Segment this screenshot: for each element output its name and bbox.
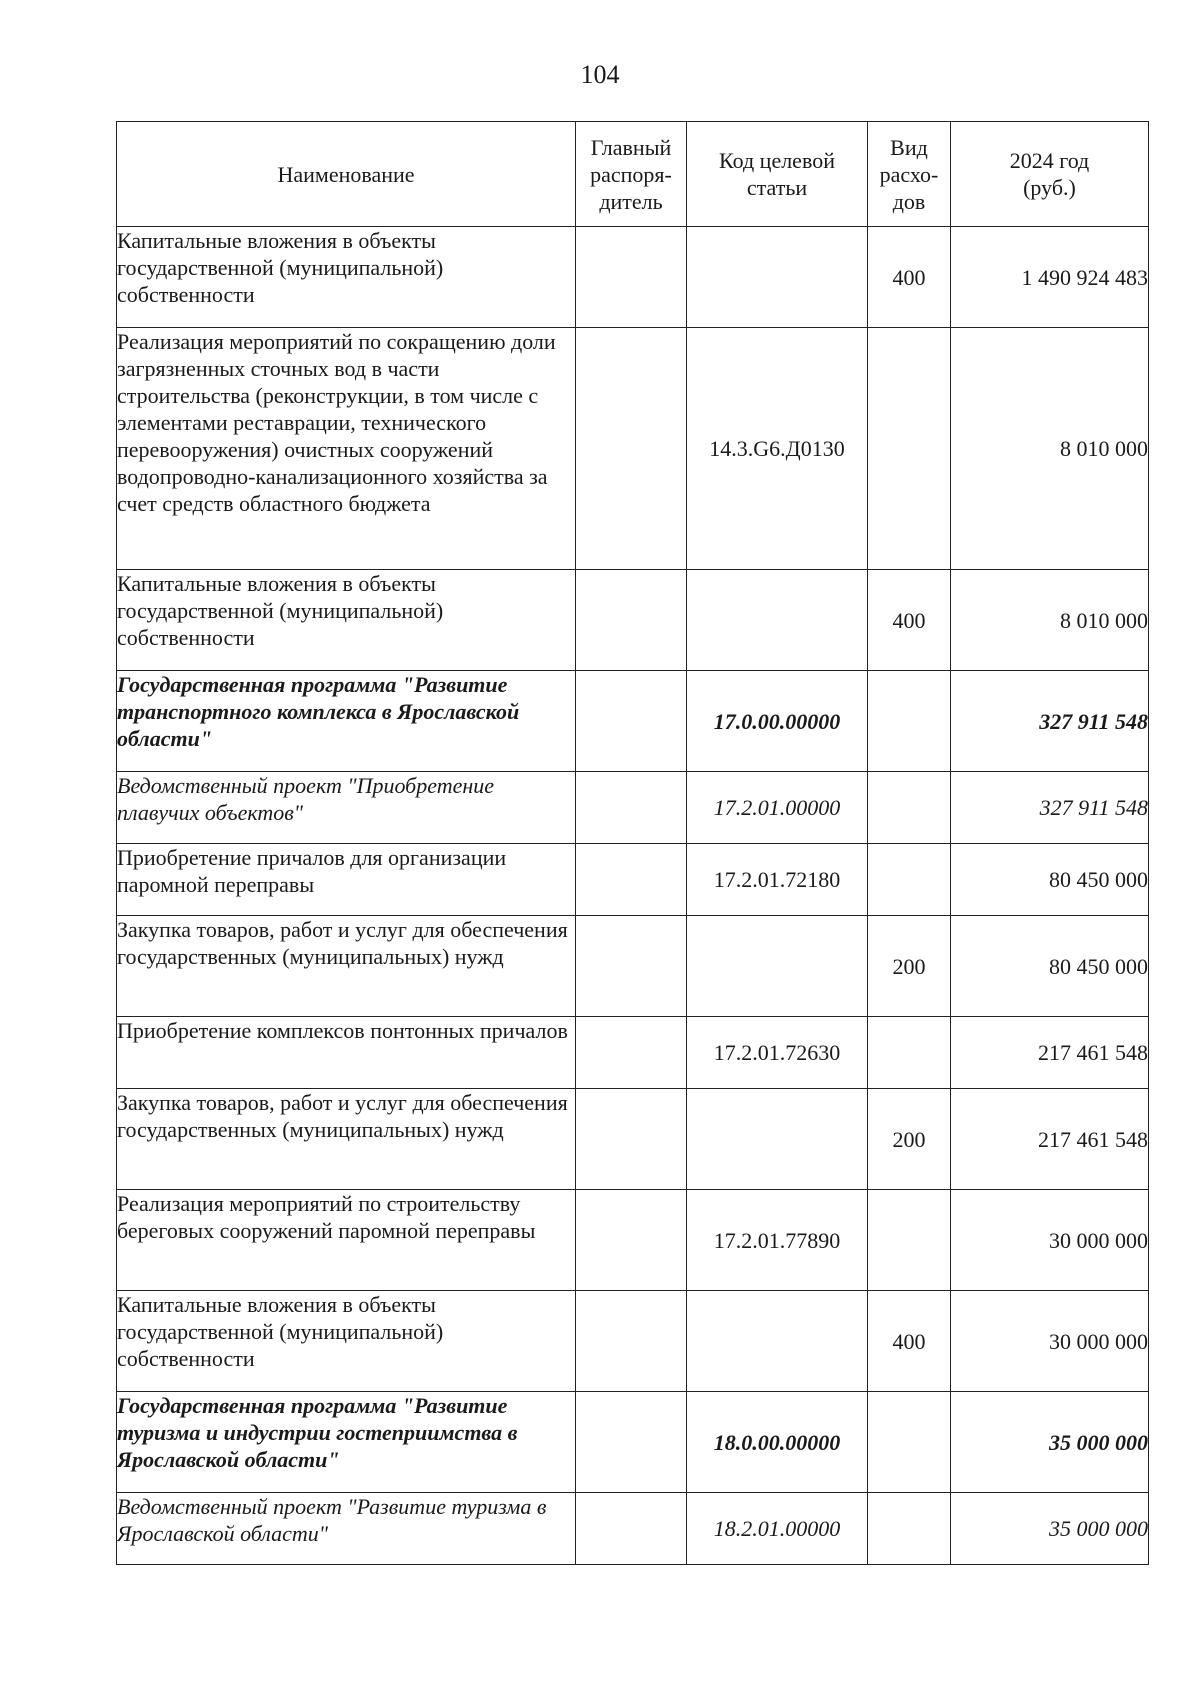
cell-grbs	[576, 916, 687, 1017]
table-row	[117, 1291, 1149, 1392]
cell-name: Приобретение комплексов понтонных причалов	[117, 1017, 576, 1089]
cell-amount: 1 490 924 483	[951, 227, 1149, 328]
cell-name: Государственная программа "Развитие транспортного комплекса в Ярославской области"	[117, 671, 576, 772]
cell-code: 14.3.G6.Д0130	[687, 328, 868, 570]
cell-code: 18.0.00.00000	[687, 1392, 868, 1493]
cell-grbs	[576, 227, 687, 328]
cell-amount: 8 010 000	[951, 328, 1149, 570]
cell-amount: 30 000 000	[951, 1190, 1149, 1291]
cell-grbs	[576, 570, 687, 671]
cell-amount: 217 461 548	[951, 1017, 1149, 1089]
cell-name: Капитальные вложения в объекты государственной (муниципальной) собственности	[117, 1291, 576, 1392]
cell-amount: 30 000 000	[951, 1291, 1149, 1392]
cell-grbs	[576, 844, 687, 916]
cell-name: Капитальные вложения в объекты государственной (муниципальной) собственности	[117, 570, 576, 671]
cell-kind	[868, 772, 951, 844]
table-row	[117, 916, 1149, 1017]
cell-grbs	[576, 1089, 687, 1190]
cell-amount: 327 911 548	[951, 772, 1149, 844]
budget-table	[116, 121, 1149, 1565]
cell-grbs	[576, 1017, 687, 1089]
cell-kind	[868, 1017, 951, 1089]
table-row	[117, 570, 1149, 671]
cell-kind: 200	[868, 916, 951, 1017]
cell-grbs	[576, 772, 687, 844]
cell-code	[687, 916, 868, 1017]
table-row	[117, 772, 1149, 844]
table-row	[117, 1392, 1149, 1493]
cell-kind: 400	[868, 227, 951, 328]
table-header-row	[117, 122, 1149, 227]
table-row	[117, 671, 1149, 772]
cell-kind: 200	[868, 1089, 951, 1190]
cell-code	[687, 1291, 868, 1392]
cell-grbs	[576, 328, 687, 570]
cell-kind	[868, 1190, 951, 1291]
cell-name: Капитальные вложения в объекты государственной (муниципальной) собственности	[117, 227, 576, 328]
cell-name: Закупка товаров, работ и услуг для обеспечения государственных (муниципальных) нужд	[117, 916, 576, 1017]
cell-grbs	[576, 1291, 687, 1392]
cell-kind: 400	[868, 1291, 951, 1392]
cell-name: Ведомственный проект "Приобретение плавучих объектов"	[117, 772, 576, 844]
table-row	[117, 328, 1149, 570]
table-row	[117, 844, 1149, 916]
cell-amount: 8 010 000	[951, 570, 1149, 671]
cell-amount: 327 911 548	[951, 671, 1149, 772]
table-row	[117, 227, 1149, 328]
cell-code: 17.2.01.72630	[687, 1017, 868, 1089]
cell-amount: 217 461 548	[951, 1089, 1149, 1190]
cell-amount: 35 000 000	[951, 1392, 1149, 1493]
cell-code: 17.2.01.72180	[687, 844, 868, 916]
header-kind: Вид расхо-дов	[868, 122, 951, 227]
header-name: Наименование	[117, 122, 576, 227]
table-row	[117, 1190, 1149, 1291]
cell-amount: 80 450 000	[951, 916, 1149, 1017]
cell-kind: 400	[868, 570, 951, 671]
cell-grbs	[576, 671, 687, 772]
cell-kind	[868, 844, 951, 916]
table-body	[117, 227, 1149, 1565]
header-code: Код целевой статьи	[687, 122, 868, 227]
cell-name: Реализация мероприятий по строительству береговых сооружений паромной переправы	[117, 1190, 576, 1291]
header-grbs: Главный распоря-дитель	[576, 122, 687, 227]
header-amount: 2024 год (руб.)	[951, 122, 1149, 227]
cell-name: Государственная программа "Развитие туризма и индустрии гостеприимства в Ярославской области"	[117, 1392, 576, 1493]
cell-amount: 35 000 000	[951, 1493, 1149, 1565]
cell-kind	[868, 1493, 951, 1565]
cell-grbs	[576, 1190, 687, 1291]
cell-name: Ведомственный проект "Развитие туризма в Ярославской области"	[117, 1493, 576, 1565]
cell-code: 17.0.00.00000	[687, 671, 868, 772]
cell-name: Реализация мероприятий по сокращению доли загрязненных сточных вод в части строительства (реконструкции, в том числе с элементами реставрации, технического перевооружения) очистных сооружений водопроводно-канализационного хозяйства за счет средств областного бюджета	[117, 328, 576, 570]
table-row	[117, 1017, 1149, 1089]
cell-name: Закупка товаров, работ и услуг для обеспечения государственных (муниципальных) нужд	[117, 1089, 576, 1190]
cell-code: 17.2.01.77890	[687, 1190, 868, 1291]
cell-amount: 80 450 000	[951, 844, 1149, 916]
cell-name: Приобретение причалов для организации паромной переправы	[117, 844, 576, 916]
cell-grbs	[576, 1493, 687, 1565]
page-number: 104	[580, 60, 620, 89]
table-row	[117, 1089, 1149, 1190]
cell-code: 18.2.01.00000	[687, 1493, 868, 1565]
table-row	[117, 1493, 1149, 1565]
cell-kind	[868, 328, 951, 570]
cell-code	[687, 570, 868, 671]
cell-code: 17.2.01.00000	[687, 772, 868, 844]
cell-grbs	[576, 1392, 687, 1493]
cell-kind	[868, 1392, 951, 1493]
cell-kind	[868, 671, 951, 772]
cell-code	[687, 227, 868, 328]
cell-code	[687, 1089, 868, 1190]
